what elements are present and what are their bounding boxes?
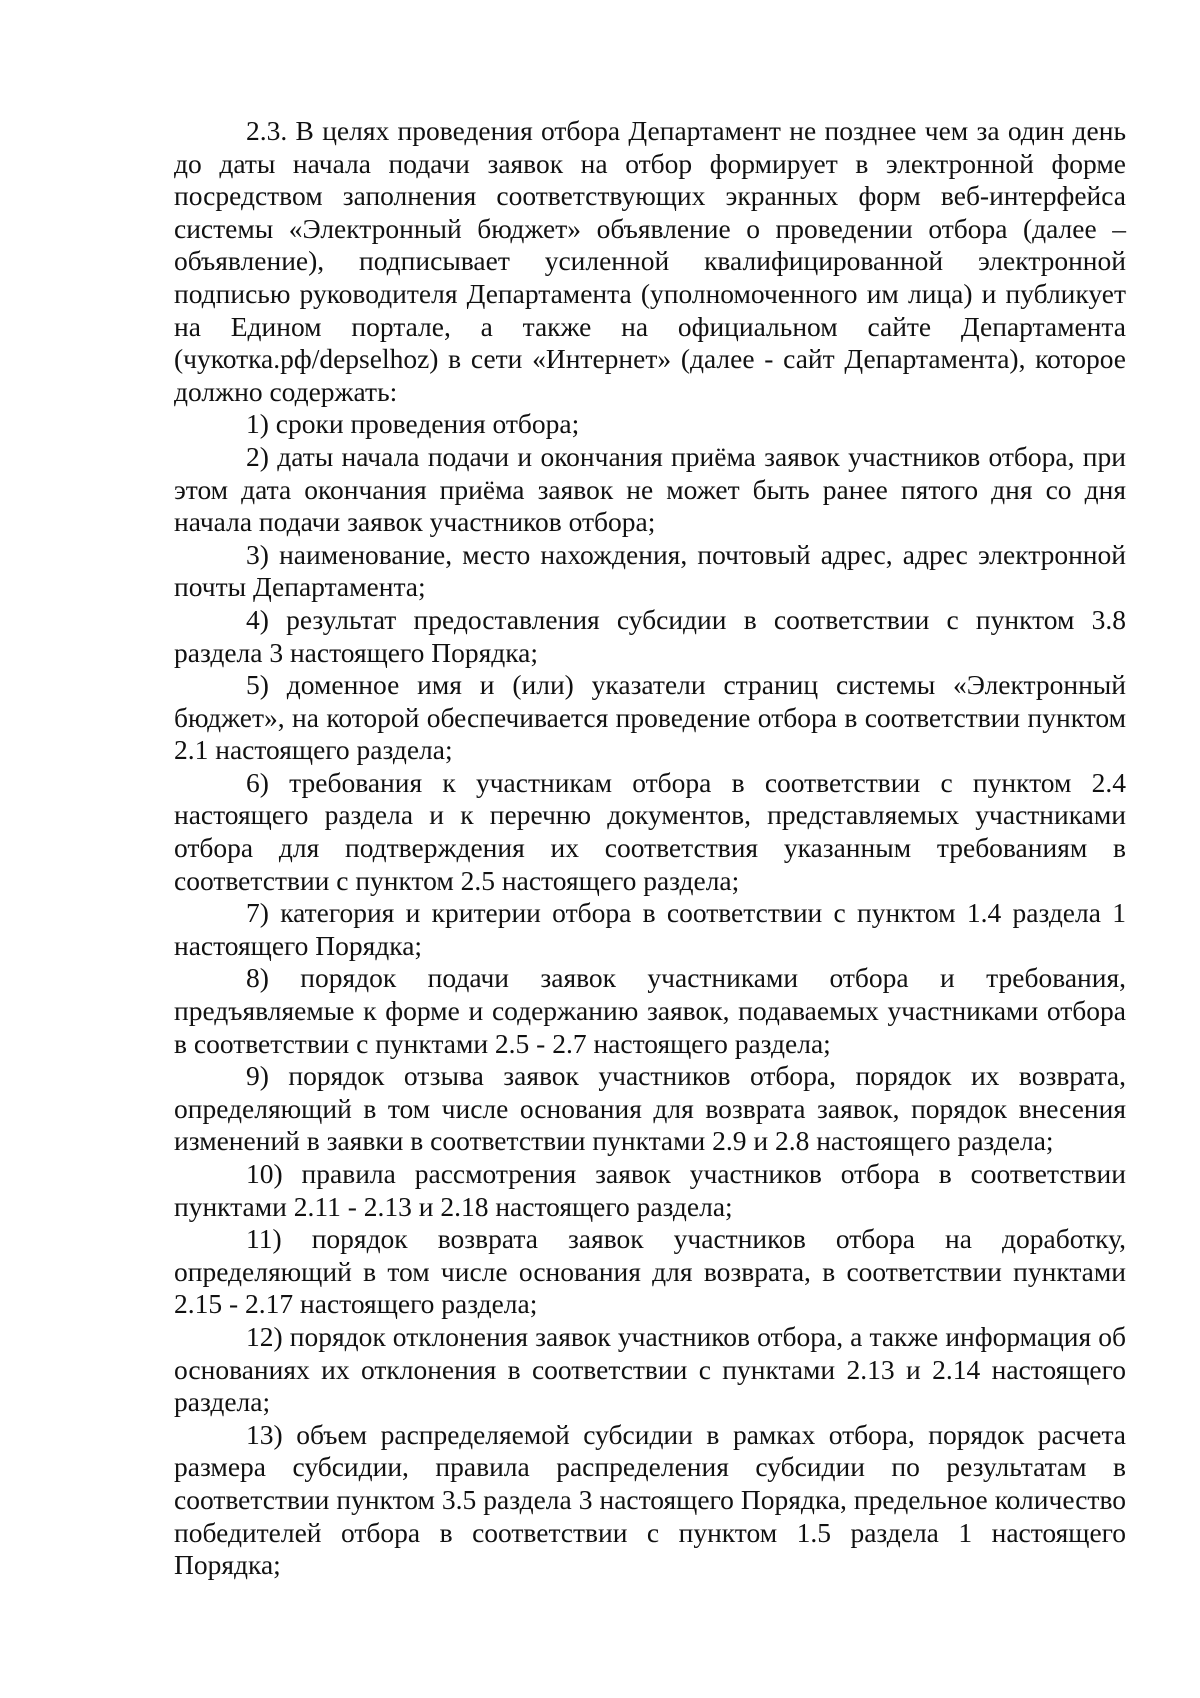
list-item-3: 3) наименование, место нахождения, почтовый адрес, адрес электронной почты Департамента; bbox=[174, 538, 1126, 603]
list-item-9: 9) порядок отзыва заявок участников отбора, порядок их возврата, определяющий в том числе основания для возврата заявок, порядок внесения изменений в заявки в соответствии пунктами 2.9 и 2.8 настоящего раздела; bbox=[174, 1060, 1126, 1157]
list-item-1: 1) сроки проведения отбора; bbox=[246, 408, 580, 440]
list-item-11: 11) порядок возврата заявок участников отбора на доработку, определяющий в том числе основания для возврата, в соответствии пунктами 2.15 - 2.17 настоящего раздела; bbox=[174, 1223, 1126, 1320]
document-page bbox=[174, 115, 1126, 1582]
list-item-4: 4) результат предоставления субсидии в соответствии с пунктом 3.8 раздела 3 настоящего Порядка; bbox=[174, 603, 1126, 668]
list-item-10: 10) правила рассмотрения заявок участников отбора в соответствии пунктами 2.11 - 2.13 и 2.18 настоящего раздела; bbox=[174, 1158, 1126, 1222]
list-item-7: 7) категория и критерии отбора в соответствии с пунктом 1.4 раздела 1 настоящего Порядка; bbox=[174, 897, 1126, 961]
paragraph-2-3: 2.3. В целях проведения отбора Департамент не позднее чем за один день до даты начала подачи заявок на отбор формирует в электронной форме посредством заполнения соответствующих экранных форм веб-интерфейса системы «Электронный бюджет» объявление о проведении отбора (далее – объявление), подписывает усиленной квалифицированной электронной подписью руководителя Департамента (уполномоченного им лица) и публикует на Едином портале, а также на официальном сайте Департамента (чукотка.рф/depselhoz) в сети «Интернет» (далее - сайт Департамента), которое должно содержать: bbox=[174, 115, 1126, 407]
list-item-13: 13) объем распределяемой субсидии в рамках отбора, порядок расчета размера субсидии, правила распределения субсидии по результатам в соответствии пунктом 3.5 раздела 3 настоящего Порядка, предельное количество победителей отбора в соответствии с пунктом 1.5 раздела 1 настоящего Порядка; bbox=[174, 1418, 1126, 1581]
list-item-5: 5) доменное имя и (или) указатели страниц системы «Электронный бюджет», на которой обеспечивается проведение отбора в соответствии пунктом 2.1 настоящего раздела; bbox=[174, 669, 1126, 766]
list-item-8: 8) порядок подачи заявок участниками отбора и требования, предъявляемые к форме и содержанию заявок, подаваемых участниками отбора в соответствии с пунктами 2.5 - 2.7 настоящего раздела; bbox=[174, 962, 1126, 1059]
list-item-12: 12) порядок отклонения заявок участников отбора, а также информация об основаниях их отклонения в соответствии с пунктами 2.13 и 2.14 настоящего раздела; bbox=[174, 1320, 1126, 1418]
list-item-6: 6) требования к участникам отбора в соответствии с пунктом 2.4 настоящего раздела и к перечню документов, представляемых участниками отбора для подтверждения их соответствия указанным требованиям в соответствии с пунктом 2.5 настоящего раздела; bbox=[174, 766, 1126, 896]
list-item-2: 2) даты начала подачи и окончания приёма заявок участников отбора, при этом дата окончания приёма заявок не может быть ранее пятого дня со дня начала подачи заявок участников отбора; bbox=[174, 440, 1126, 538]
